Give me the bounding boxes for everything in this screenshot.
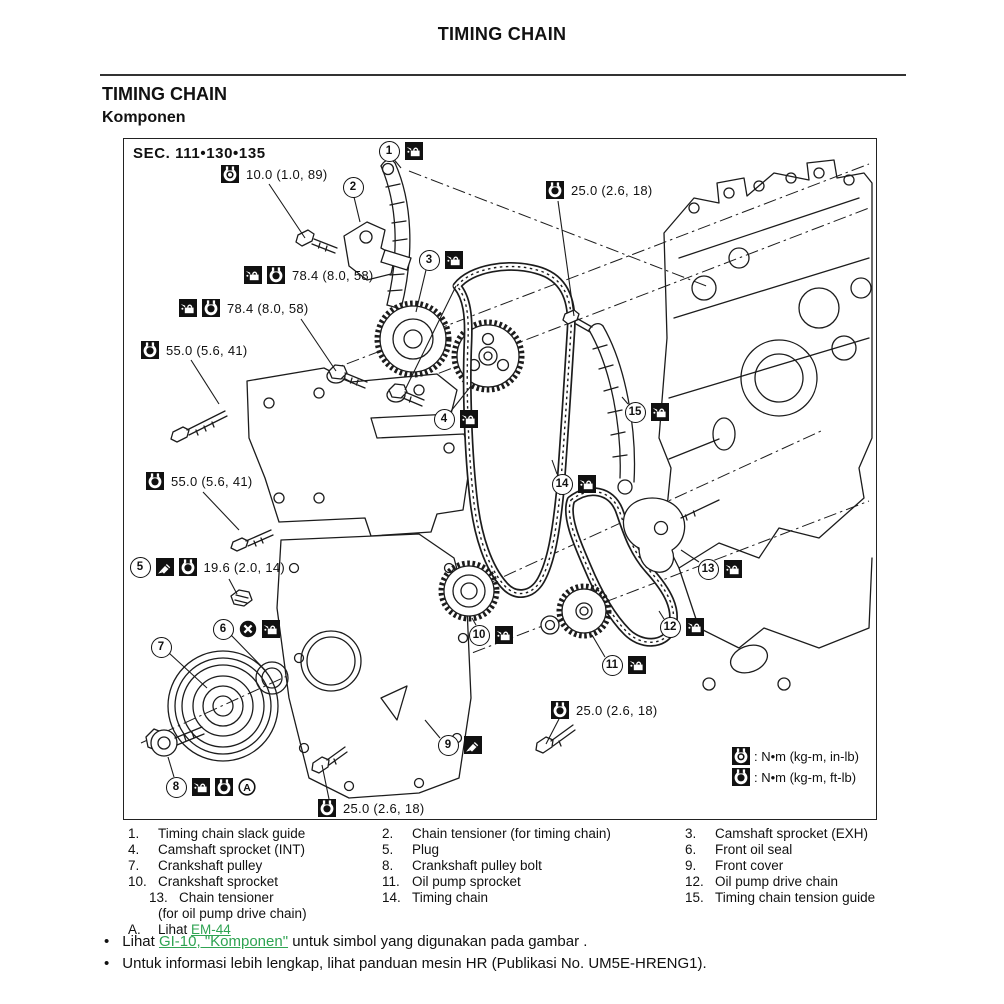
cam-sprocket-exh-art bbox=[377, 303, 449, 375]
unit-legend-label: : N•m (kg-m, in-lb) bbox=[754, 748, 859, 764]
part-item bbox=[685, 826, 875, 842]
torque-inlb-icon bbox=[221, 165, 239, 183]
callout-number: 9 bbox=[438, 735, 459, 756]
part-number: 8. bbox=[382, 858, 394, 873]
sec-number-label: SEC. 111•130•135 bbox=[133, 145, 266, 162]
torque-label bbox=[141, 341, 248, 359]
note bbox=[122, 933, 587, 951]
part-label: Timing chain bbox=[412, 890, 489, 905]
parts-column-1 bbox=[128, 826, 307, 938]
part-item bbox=[685, 874, 875, 890]
part-label: (for oil pump drive chain) bbox=[158, 906, 307, 921]
part-item bbox=[128, 826, 307, 842]
part-label: Crankshaft pulley bbox=[158, 858, 263, 873]
part-item bbox=[685, 842, 875, 858]
torque-inlb-icon bbox=[732, 747, 750, 765]
torque-ftlb-icon bbox=[318, 799, 336, 817]
note-a-text: Lihat bbox=[158, 922, 192, 937]
oil-icon bbox=[628, 656, 646, 674]
pulley-bolt-art bbox=[146, 727, 204, 756]
part-label: Chain tensioner bbox=[179, 890, 274, 905]
part-item bbox=[128, 906, 307, 922]
part-number: 10. bbox=[128, 874, 147, 889]
torque-label bbox=[221, 165, 328, 183]
part-item bbox=[128, 858, 307, 874]
part-number: 14. bbox=[382, 890, 401, 905]
torque-label bbox=[146, 472, 253, 490]
part-label: Front oil seal bbox=[715, 842, 793, 857]
note-a-letter: A. bbox=[128, 922, 141, 937]
section-title: TIMING CHAIN bbox=[102, 84, 227, 104]
oil-icon bbox=[651, 403, 669, 421]
torque-ftlb-icon bbox=[179, 558, 197, 576]
bracket-art bbox=[247, 368, 471, 536]
callout-number: 14 bbox=[552, 474, 573, 495]
torque-ftlb-icon bbox=[215, 778, 233, 796]
torque-value: 25.0 (2.6, 18) bbox=[576, 702, 658, 718]
part-item bbox=[382, 858, 611, 874]
oil-seal-art bbox=[256, 662, 288, 694]
callout-number: 7 bbox=[151, 637, 172, 658]
callout-8 bbox=[166, 777, 256, 798]
part-label: Timing chain tension guide bbox=[715, 890, 876, 905]
part-label: Oil pump drive chain bbox=[715, 874, 839, 889]
parts-column-3 bbox=[685, 826, 875, 906]
callout-9 bbox=[438, 735, 482, 756]
callout-number: 6 bbox=[213, 619, 234, 640]
oil-icon bbox=[262, 620, 280, 638]
oil-icon bbox=[445, 251, 463, 269]
torque-value: 55.0 (5.6, 41) bbox=[171, 473, 253, 489]
callout-10 bbox=[469, 625, 513, 646]
part-number: 2. bbox=[382, 826, 394, 841]
part-label: Camshaft sprocket (EXH) bbox=[715, 826, 869, 841]
subsection-title: Komponen bbox=[102, 109, 186, 126]
link-em-44[interactable]: EM-44 bbox=[191, 922, 231, 937]
callout-15 bbox=[625, 402, 669, 423]
note-text: Lihat bbox=[122, 933, 159, 950]
oil-icon bbox=[405, 142, 423, 160]
front-cover-art bbox=[277, 534, 471, 798]
part-number: 7. bbox=[128, 858, 140, 873]
divider bbox=[100, 74, 906, 76]
part-label: Chain tensioner (for timing chain) bbox=[412, 826, 611, 841]
part-number: 5. bbox=[382, 842, 394, 857]
callout-number: 4 bbox=[434, 409, 455, 430]
part-number: 13. bbox=[149, 890, 168, 905]
torque-value: 19.6 (2.0, 14) bbox=[203, 559, 286, 575]
callout-5 bbox=[130, 557, 286, 578]
note-bullet-2 bbox=[104, 955, 707, 973]
engine-block-art bbox=[659, 160, 872, 690]
callout-number: 12 bbox=[660, 617, 681, 638]
note-text: untuk simbol yang digunakan pada gambar . bbox=[288, 933, 588, 950]
unit-legend-row bbox=[732, 768, 856, 786]
oil-icon bbox=[460, 410, 478, 428]
x-circle-icon bbox=[239, 620, 257, 638]
callout-number: 15 bbox=[625, 402, 646, 423]
note-bullet-1 bbox=[104, 933, 587, 951]
callout-number: 10 bbox=[469, 625, 490, 646]
callout-4 bbox=[434, 409, 478, 430]
part-label: Plug bbox=[412, 842, 440, 857]
oil-icon bbox=[578, 475, 596, 493]
link-gi-10-komponen-[interactable]: GI-10, "Komponen" bbox=[158, 933, 289, 950]
torque-ftlb-icon bbox=[202, 299, 220, 317]
torque-value: 55.0 (5.6, 41) bbox=[166, 342, 248, 358]
oil-icon bbox=[244, 266, 262, 284]
page-title: TIMING CHAIN bbox=[437, 24, 567, 44]
torque-label bbox=[546, 181, 653, 199]
part-item bbox=[128, 890, 307, 906]
part-number: 11. bbox=[382, 874, 400, 889]
part-item bbox=[382, 842, 611, 858]
svg-text:A: A bbox=[242, 782, 251, 794]
part-item bbox=[382, 890, 611, 906]
oil-icon bbox=[179, 299, 197, 317]
torque-value: 78.4 (8.0, 58) bbox=[227, 300, 309, 316]
torque-label bbox=[244, 266, 374, 284]
bullet-icon: • bbox=[104, 955, 110, 972]
slack-guide-art bbox=[381, 160, 410, 309]
torque-value: 10.0 (1.0, 89) bbox=[246, 166, 328, 182]
part-label: Camshaft sprocket (INT) bbox=[158, 842, 306, 857]
torque-label bbox=[179, 299, 309, 317]
part-label: Crankshaft sprocket bbox=[158, 874, 279, 889]
callout-6 bbox=[213, 619, 280, 640]
torque-ftlb-icon bbox=[141, 341, 159, 359]
callout-number: 1 bbox=[379, 141, 400, 162]
torque-value: 25.0 (2.6, 18) bbox=[571, 182, 653, 198]
part-number: 15. bbox=[685, 890, 704, 905]
oil-icon bbox=[724, 560, 742, 578]
torque-ftlb-icon bbox=[732, 768, 750, 786]
callout-14 bbox=[552, 474, 596, 495]
callout-number: 3 bbox=[419, 250, 440, 271]
part-number: 6. bbox=[685, 842, 697, 857]
torque-value: 25.0 (2.6, 18) bbox=[343, 800, 425, 816]
torque-ftlb-icon bbox=[267, 266, 285, 284]
callout-number: 2 bbox=[343, 177, 364, 198]
torque-ftlb-icon bbox=[551, 701, 569, 719]
torque-label bbox=[318, 799, 425, 817]
part-number: 1. bbox=[128, 826, 140, 841]
timing-chain-diagram bbox=[123, 138, 877, 820]
part-number: 12. bbox=[685, 874, 704, 889]
callout-1 bbox=[379, 141, 423, 162]
callout-11 bbox=[602, 655, 646, 676]
sealant-icon bbox=[156, 558, 174, 576]
parts-column-2 bbox=[382, 826, 611, 906]
part-number: 9. bbox=[685, 858, 697, 873]
oil-icon bbox=[495, 626, 513, 644]
oil-icon bbox=[686, 618, 704, 636]
torque-label bbox=[551, 701, 658, 719]
callout-3 bbox=[419, 250, 463, 271]
note-text: Untuk informasi lebih lengkap, lihat panduan mesin HR (Publikasi No. UM5E-HRENG1). bbox=[122, 955, 707, 972]
part-label: Oil pump sprocket bbox=[412, 874, 521, 889]
bullet-icon: • bbox=[104, 933, 110, 950]
note bbox=[122, 955, 706, 973]
callout-number: 5 bbox=[130, 557, 151, 578]
part-number: 4. bbox=[128, 842, 140, 857]
oil-icon bbox=[192, 778, 210, 796]
unit-legend-row bbox=[732, 747, 859, 765]
torque-value: 78.4 (8.0, 58) bbox=[292, 267, 374, 283]
torque-ftlb-icon bbox=[546, 181, 564, 199]
part-label: Timing chain slack guide bbox=[158, 826, 306, 841]
part-item bbox=[128, 842, 307, 858]
part-label: Crankshaft pulley bolt bbox=[412, 858, 542, 873]
part-item bbox=[382, 874, 611, 890]
callout-12 bbox=[660, 617, 704, 638]
part-item bbox=[128, 874, 307, 890]
unit-legend-label: : N•m (kg-m, ft-lb) bbox=[754, 769, 857, 785]
callout-2 bbox=[343, 177, 364, 198]
callout-13 bbox=[698, 559, 742, 580]
circle-a-icon bbox=[238, 778, 256, 796]
callout-number: 8 bbox=[166, 777, 187, 798]
torque-ftlb-icon bbox=[146, 472, 164, 490]
callout-7 bbox=[151, 637, 172, 658]
part-item bbox=[685, 858, 875, 874]
part-item bbox=[685, 890, 875, 906]
part-number: 3. bbox=[685, 826, 697, 841]
part-label: Front cover bbox=[715, 858, 784, 873]
callout-number: 11 bbox=[602, 655, 623, 676]
callout-number: 13 bbox=[698, 559, 719, 580]
part-item bbox=[382, 826, 611, 842]
sealant-icon bbox=[464, 736, 482, 754]
